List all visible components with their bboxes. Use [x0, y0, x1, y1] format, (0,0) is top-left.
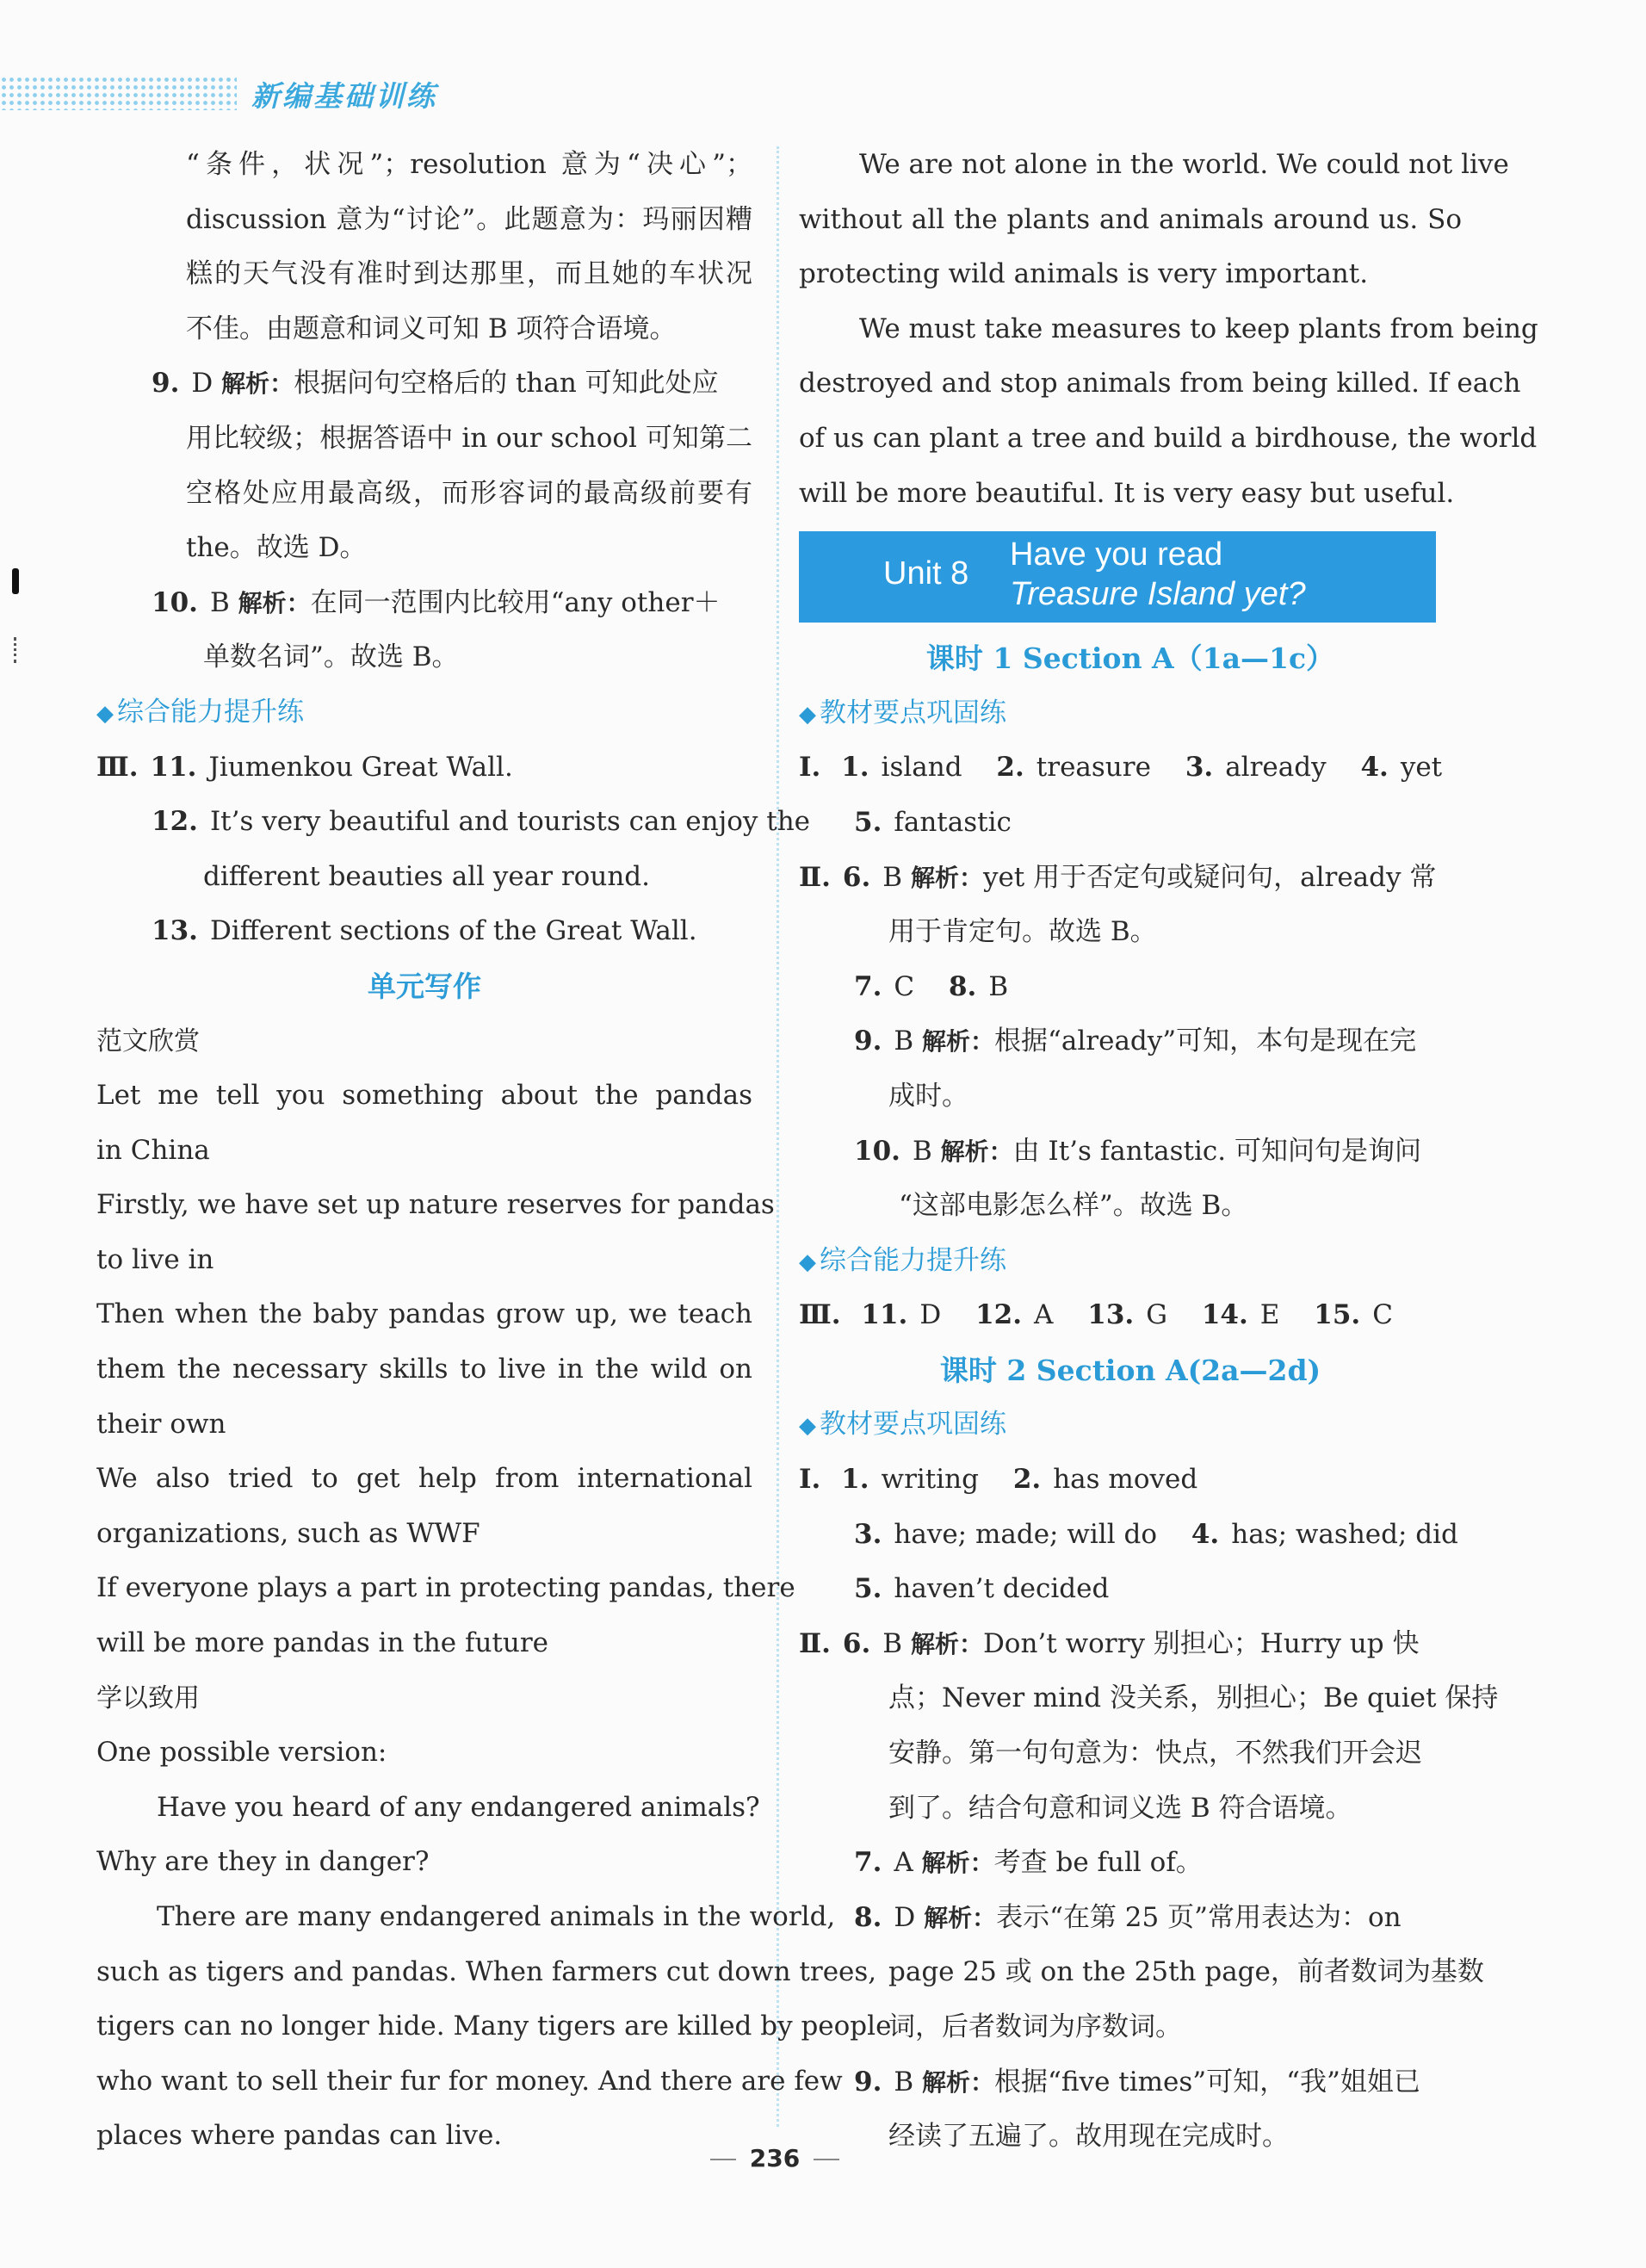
item-number: 11.	[861, 1299, 908, 1331]
item-answer: B	[209, 586, 230, 618]
section-heading-text: 教材要点巩固练	[820, 1409, 1006, 1441]
item-number: 12.	[152, 806, 198, 838]
text-line: “这部电影怎么样”。故选 B。	[899, 1190, 1248, 1222]
lesson-title: 课时 2 Section A(2a—2d)	[939, 1353, 1321, 1387]
text-line: 词，后者数词为序数词。	[888, 2011, 1182, 2042]
item-number: 1.	[841, 752, 869, 784]
analysis-label: 解析：	[921, 1849, 994, 1878]
page-number	[0, 2144, 1550, 2172]
item-number: 9.	[854, 2066, 882, 2098]
analysis-text: 由 It’s fantastic. 可知问句是询问	[1012, 1135, 1421, 1167]
item-number: 7.	[854, 1847, 882, 1879]
item-number: 14.	[1201, 1299, 1248, 1331]
item-answer: D	[191, 368, 213, 400]
item-answer: B	[894, 2066, 914, 2098]
text-line: We also tried to get help from international	[96, 1463, 752, 1495]
item-number: 11.	[150, 751, 197, 783]
item-number: 13.	[1087, 1299, 1135, 1331]
unit-banner	[799, 531, 1436, 623]
item-answer: E	[1259, 1299, 1280, 1331]
margin-dots	[14, 637, 20, 663]
header-dot-band	[0, 76, 237, 110]
text-line: 点；Never mind 没关系，别担心；Be quiet 保持	[888, 1682, 1499, 1714]
roman-numeral: Ⅲ.	[799, 1299, 841, 1331]
item-number: 2.	[1012, 1464, 1042, 1496]
header-title: 新编基础训练	[251, 79, 437, 113]
item-answer: A	[894, 1847, 913, 1879]
answer-pair	[841, 741, 962, 796]
item-number: 8.	[948, 970, 977, 1002]
item-answer: C	[894, 970, 915, 1002]
text-line: 糕的天气没有准时到达那里，而且她的车状况	[186, 258, 752, 290]
answer-item	[96, 904, 752, 959]
item-number: 1.	[841, 1464, 869, 1496]
item-answer: B	[988, 970, 1009, 1002]
item-answer: C	[1372, 1299, 1393, 1331]
section-heading	[96, 685, 752, 741]
analysis-text: 根据“five times”可知，“我”姐姐已	[994, 2066, 1420, 2098]
item-number: 9.	[152, 368, 180, 400]
text-line: tigers can no longer hide. Many tigers are killed by people	[96, 2011, 892, 2042]
text-line: 成时。	[888, 1080, 968, 1112]
item-answer: B	[882, 1627, 903, 1659]
item-number: 15.	[1314, 1299, 1361, 1331]
analysis-label: 解析：	[910, 863, 983, 892]
answer-row	[799, 1288, 1462, 1343]
item-answer: haven’t decided	[894, 1573, 1110, 1605]
section-heading	[799, 686, 1462, 741]
text-line: 单数名词”。故选 B。	[203, 641, 459, 673]
section-heading-text: 综合能力提升练	[117, 696, 304, 728]
item-number: 8.	[854, 1901, 882, 1933]
text-line: We are not alone in the world. We could not live	[859, 149, 1509, 180]
item-answer: B	[912, 1135, 932, 1167]
text-line: 不佳。由题意和词义可知 B 项符合语境。	[186, 313, 677, 344]
item-answer: already	[1225, 752, 1327, 784]
answer-item	[96, 741, 752, 796]
item-answer: writing	[881, 1464, 979, 1496]
lesson-title: 课时 1 Section A（1a—1c）	[925, 641, 1335, 676]
text-line: Then when the baby pandas grow up, we teach	[96, 1298, 752, 1330]
answer-item	[799, 1891, 1462, 1946]
analysis-text: 考查 be full of。	[993, 1847, 1203, 1879]
item-number: 4.	[1360, 752, 1389, 784]
item-number: 10.	[152, 586, 198, 618]
item-answer: Different sections of the Great Wall.	[209, 915, 697, 947]
text-line: If everyone plays a part in protecting pandas, there	[96, 1572, 795, 1604]
text-line: 经读了五遍了。故用现在完成时。	[888, 2121, 1289, 2153]
item-answer: It’s very beautiful and tourists can enjoy the	[209, 806, 810, 838]
column-divider	[777, 146, 779, 2127]
item-number: 7.	[854, 970, 882, 1002]
answer-pair	[861, 1288, 941, 1343]
diamond-icon: ◆	[799, 1413, 816, 1440]
analysis-label: 解析：	[924, 1903, 997, 1932]
diamond-icon: ◆	[799, 1249, 816, 1275]
text-line: There are many endangered animals in the world,	[157, 1901, 836, 1932]
text-line: Have you heard of any endangered animals?	[157, 1791, 760, 1823]
answer-pair	[1087, 1288, 1167, 1343]
answer-item	[799, 2055, 1462, 2110]
text-line: 用于肯定句。故选 B。	[888, 916, 1157, 948]
item-number: 10.	[854, 1135, 900, 1167]
item-number: 6.	[842, 861, 871, 893]
answer-item	[799, 1617, 1462, 1672]
text-line: 空格处应用最高级，而形容词的最高级前要有	[186, 477, 752, 509]
answer-pair	[1202, 1288, 1280, 1343]
analysis-text: 根据问句空格后的 than 可知此处应	[294, 368, 719, 400]
analysis-label: 解析：	[910, 1629, 983, 1658]
answer-item	[799, 1125, 1462, 1180]
item-number: 3.	[1185, 752, 1214, 784]
unit-title-line1: Have you read	[1010, 536, 1223, 573]
item-answer: has moved	[1053, 1464, 1198, 1496]
item-answer: B	[894, 1026, 914, 1057]
item-number: 3.	[854, 1518, 882, 1550]
page-number-dash-right	[814, 2159, 839, 2160]
item-number: 4.	[1191, 1518, 1220, 1550]
item-answer: B	[882, 861, 903, 893]
right-column	[799, 138, 1538, 2165]
unit-title-line2: Treasure Island yet?	[1010, 576, 1306, 613]
text-line: of us can plant a tree and build a birdhouse, the world	[799, 422, 1538, 454]
text-line: their own	[96, 1408, 226, 1440]
analysis-text: 在同一范围内比较用“any other＋	[310, 586, 721, 618]
text-line: We must take measures to keep plants from being	[859, 313, 1538, 344]
text-line: who want to sell their fur for money. And there are few	[96, 2065, 843, 2097]
answer-row	[799, 741, 1462, 796]
subheading: 学以致用	[96, 1682, 200, 1713]
analysis-text: Don’t worry 别担心；Hurry up 快	[982, 1627, 1420, 1659]
answer-pair	[1360, 741, 1442, 796]
answer-pair	[996, 741, 1151, 796]
unit-writing-title: 单元写作	[368, 969, 481, 1003]
section-heading	[799, 1397, 1462, 1453]
answer-item	[799, 1836, 1462, 1891]
text-line: One possible version:	[96, 1737, 387, 1769]
item-answer: have; made; will do	[894, 1518, 1157, 1550]
item-number: 13.	[152, 915, 198, 947]
item-answer: island	[881, 752, 962, 784]
item-number: 5.	[854, 1573, 882, 1605]
item-answer: D	[894, 1901, 916, 1933]
text-line: the。故选 D。	[186, 532, 367, 564]
analysis-label: 解析：	[940, 1137, 1013, 1166]
analysis-text: 根据“already”可知，本句是现在完	[994, 1026, 1417, 1057]
item-answer: has; washed; did	[1231, 1518, 1458, 1550]
text-line: protecting wild animals is very important.	[799, 258, 1369, 290]
text-line: page 25 或 on the 25th page，前者数词为基数	[888, 1956, 1484, 1988]
answer-pair	[975, 1288, 1053, 1343]
item-number: 12.	[975, 1299, 1022, 1331]
item-number: 9.	[854, 1026, 882, 1057]
text-line: discussion 意为“讨论”。此题意为：玛丽因糟	[186, 203, 752, 235]
answer-item	[799, 851, 1462, 906]
answer-pair	[854, 1508, 1157, 1563]
roman-numeral: Ⅰ.	[799, 1464, 821, 1496]
diamond-icon: ◆	[799, 701, 816, 728]
answer-row	[799, 796, 1462, 851]
answer-item	[799, 1014, 1462, 1069]
roman-numeral: Ⅰ.	[799, 752, 821, 784]
text-line: such as tigers and pandas. When farmers cut down trees,	[96, 1955, 877, 1987]
analysis-label: 解析：	[221, 369, 294, 399]
page-number-text: 236	[749, 2144, 801, 2172]
unit-label: Unit 8	[883, 555, 969, 592]
answer-item	[96, 795, 810, 850]
margin-mark	[12, 568, 19, 594]
analysis-text: yet 用于否定句或疑问句，already 常	[982, 861, 1437, 893]
item-number: 5.	[854, 806, 882, 838]
roman-numeral: Ⅱ.	[799, 1627, 831, 1659]
answer-pair	[1314, 1288, 1393, 1343]
item-answer: yet	[1400, 752, 1443, 784]
text-line: them the necessary skills to live in the wild on	[96, 1354, 752, 1385]
item-answer: G	[1146, 1299, 1167, 1331]
answer-pair	[841, 1453, 979, 1508]
page-number-dash-left	[710, 2159, 736, 2160]
answer-pair	[1191, 1508, 1458, 1563]
text-line: Why are they in danger?	[96, 1846, 430, 1878]
text-line: Let me tell you something about the pandas	[96, 1080, 752, 1112]
answer-item	[96, 356, 752, 412]
analysis-text: 表示“在第 25 页”常用表达为：on	[996, 1901, 1402, 1933]
analysis-label: 解析：	[922, 1027, 995, 1057]
item-answer: fantastic	[894, 806, 1012, 838]
answer-pair	[1013, 1453, 1197, 1508]
item-answer: treasure	[1036, 752, 1151, 784]
item-answer: A	[1034, 1299, 1054, 1331]
subheading: 范文欣赏	[96, 1026, 200, 1057]
section-heading-text: 综合能力提升练	[820, 1244, 1006, 1276]
analysis-label: 解析：	[238, 588, 311, 617]
section-heading	[799, 1234, 1462, 1289]
item-answer: D	[919, 1299, 942, 1331]
text-line: destroyed and stop animals from being killed. If each	[799, 368, 1521, 400]
analysis-label: 解析：	[922, 2067, 995, 2097]
answer-item	[96, 576, 752, 631]
text-line: “条件，状况”；resolution 意为“决心”；	[186, 149, 752, 180]
answer-pair	[854, 960, 914, 1015]
roman-numeral: Ⅲ.	[96, 751, 139, 783]
answer-row	[799, 1562, 1462, 1617]
text-line: will be more pandas in the future	[96, 1627, 549, 1659]
text-line: 到了。结合句意和词义选 B 符合语境。	[888, 1792, 1352, 1824]
text-line: will be more beautiful. It is very easy but useful.	[799, 477, 1455, 509]
item-number: 2.	[996, 752, 1024, 784]
text-line: without all the plants and animals around us. So	[799, 203, 1462, 235]
answer-row	[799, 960, 1462, 1015]
section-heading-text: 教材要点巩固练	[820, 697, 1006, 728]
answer-pair	[1185, 741, 1327, 796]
answer-pair	[949, 960, 1008, 1015]
roman-numeral: Ⅱ.	[799, 861, 831, 893]
text-line: organizations, such as WWF	[96, 1517, 480, 1549]
text-line: 安静。第一句句意为：快点，不然我们开会迟	[888, 1738, 1422, 1769]
diamond-icon: ◆	[96, 700, 114, 727]
text-line: places where pandas can live.	[96, 2120, 503, 2152]
text-line: 用比较级；根据答语中 in our school 可知第二	[186, 422, 752, 454]
answer-row	[799, 1453, 1462, 1508]
item-answer: Jiumenkou Great Wall.	[208, 751, 513, 783]
text-line: to live in	[96, 1243, 214, 1275]
answer-row	[799, 1508, 1462, 1563]
text-line: Firstly, we have set up nature reserves for pandas	[96, 1189, 775, 1221]
text-line: different beauties all year round.	[203, 860, 650, 892]
text-line: in China	[96, 1134, 210, 1166]
item-number: 6.	[842, 1627, 871, 1659]
